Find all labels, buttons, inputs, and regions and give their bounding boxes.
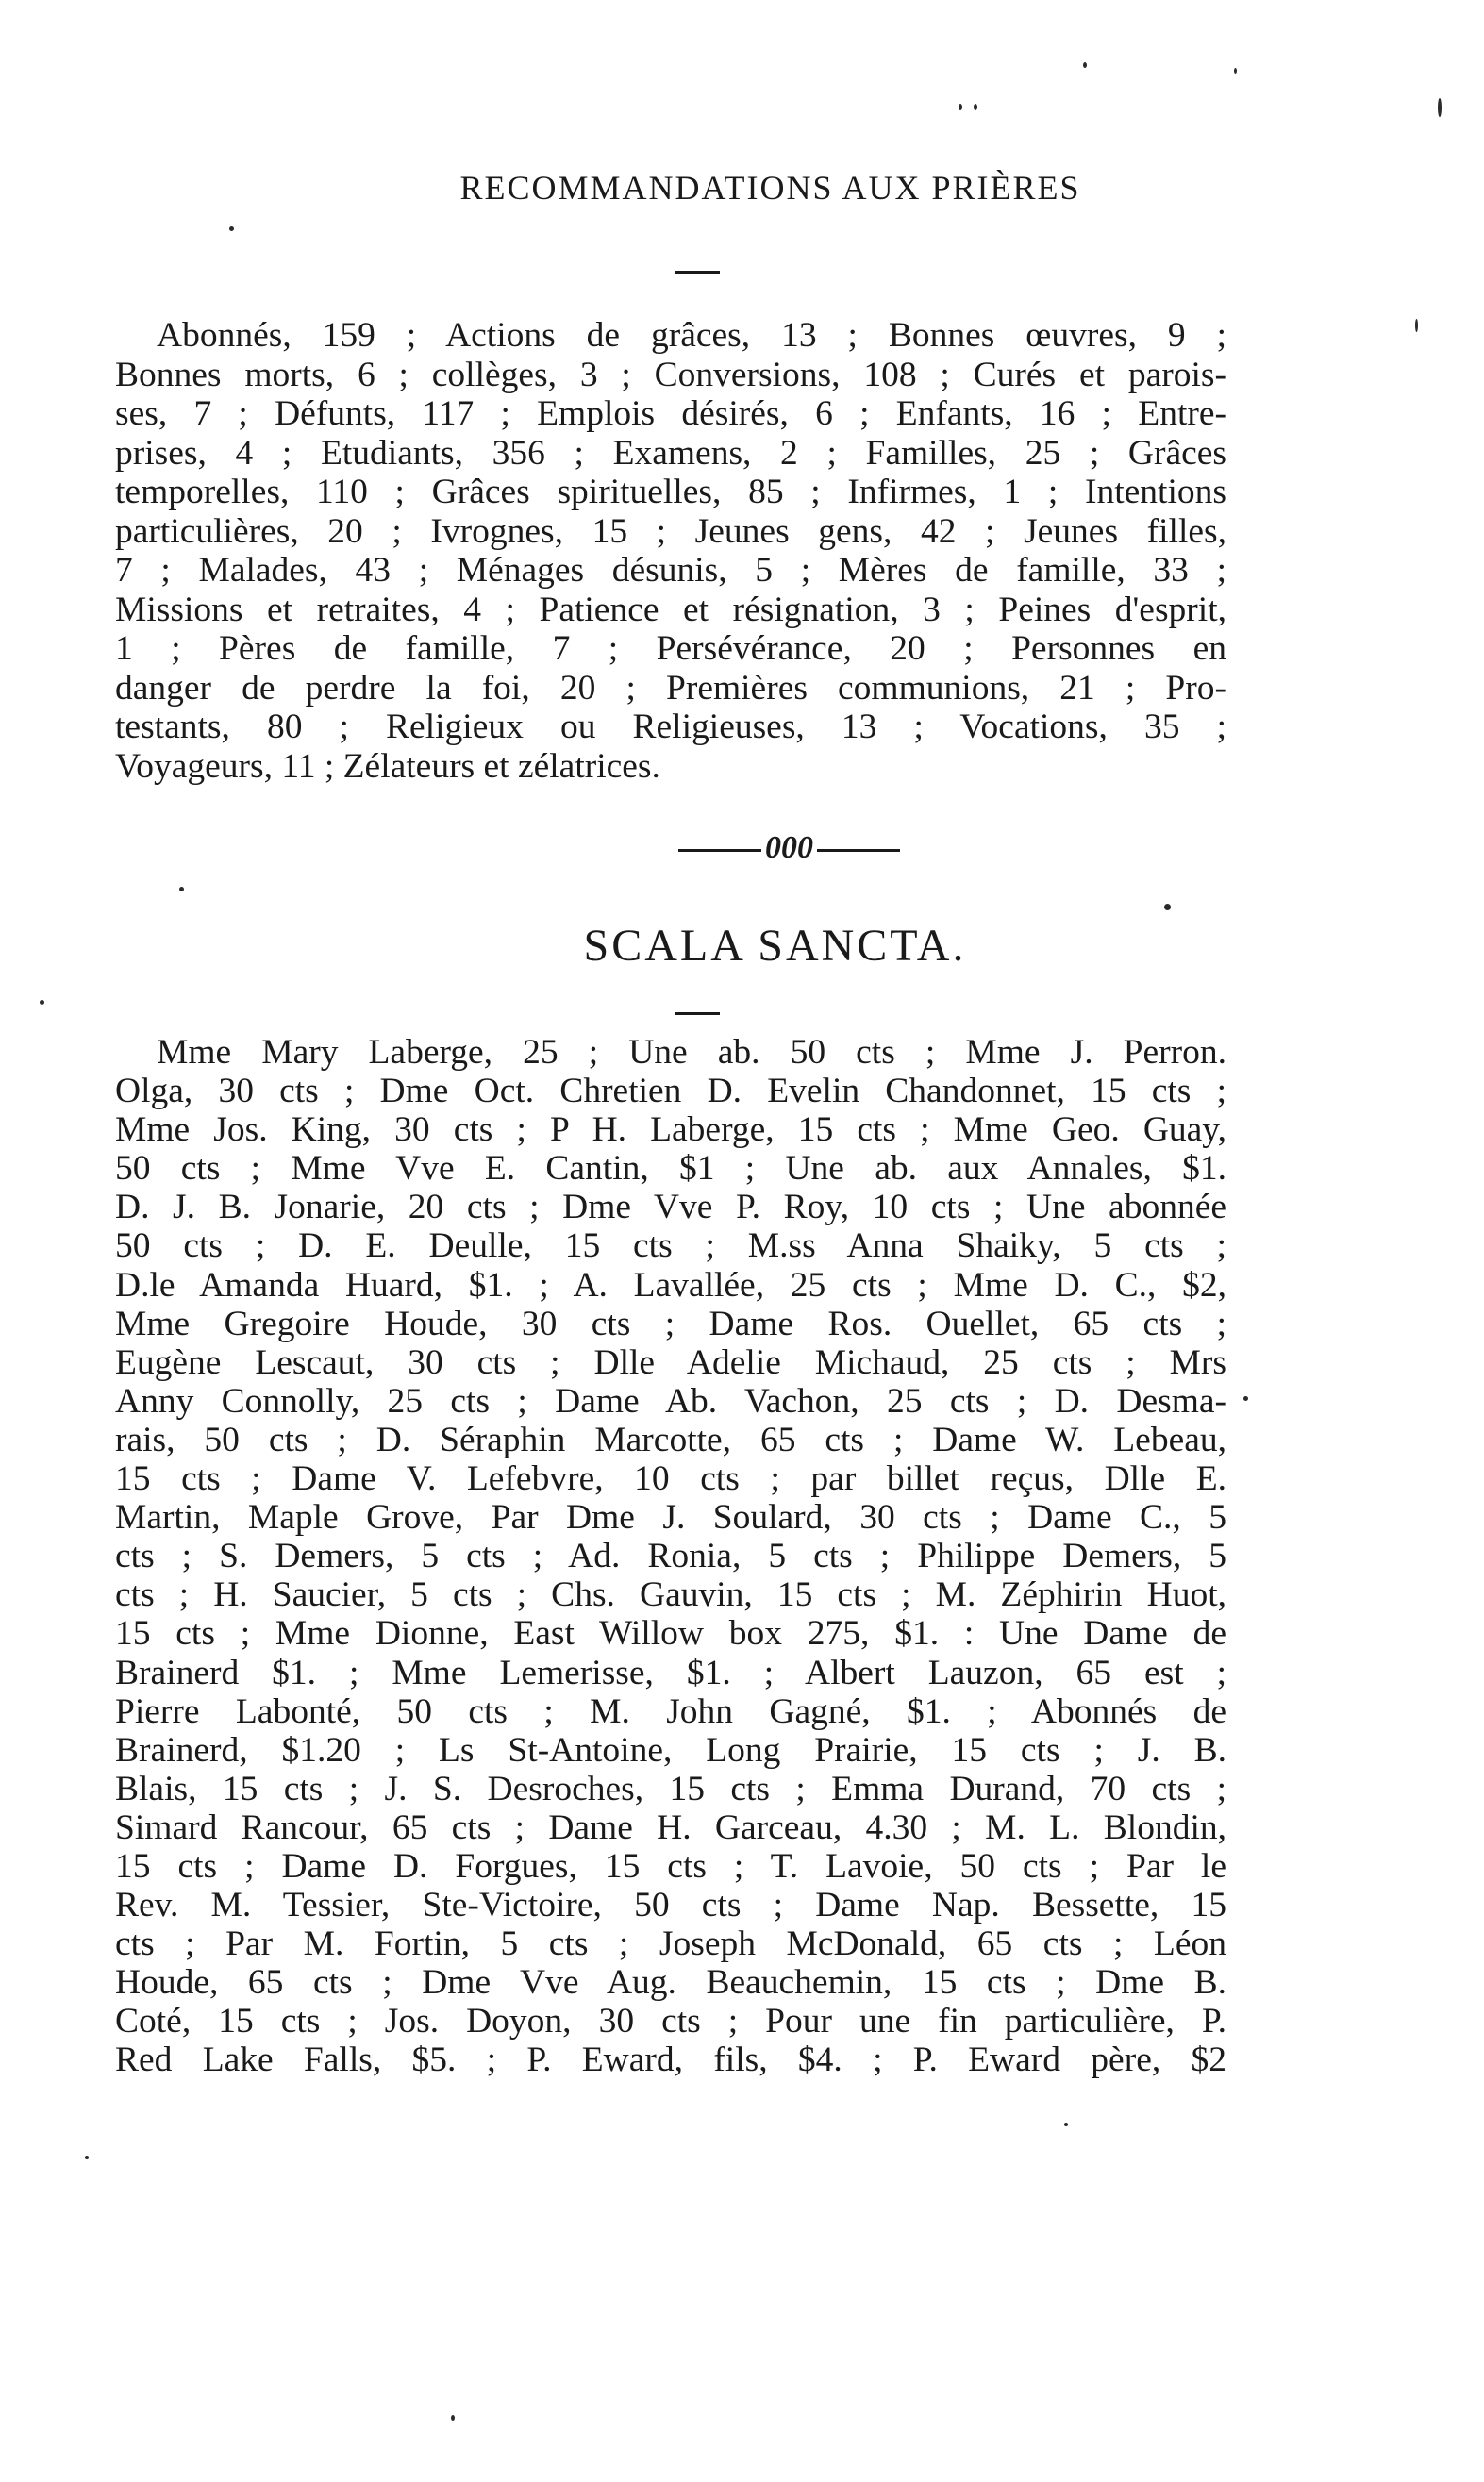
scan-speck: [1438, 98, 1442, 117]
text-line: danger de perdre la foi, 20 ; Premières communions, 21 ; Pro-: [115, 668, 1226, 708]
separator-dash-left: [678, 849, 761, 852]
section-title-scala-sancta: SCALA SANCTA.: [583, 921, 967, 971]
text-line: 1 ; Pères de famille, 7 ; Persévérance, 20 ; Personnes en: [115, 629, 1226, 668]
title-rule: [675, 271, 720, 274]
text-line: 50 cts ; Mme Vve E. Cantin, $1 ; Une ab. aux Annales, $1.: [115, 1149, 1226, 1189]
text-line: particulières, 20 ; Ivrognes, 15 ; Jeunes gens, 42 ; Jeunes filles,: [115, 511, 1226, 551]
text-line: 7 ; Malades, 43 ; Ménages désunis, 5 ; Mères de famille, 33 ;: [115, 551, 1226, 590]
text-line: Brainerd $1. ; Mme Lemerisse, $1. ; Albert Lauzon, 65 est ;: [115, 1653, 1226, 1692]
text-line: Martin, Maple Grove, Par Dme J. Soulard, 30 cts ; Dame C., 5: [115, 1498, 1226, 1538]
scan-speck: [1064, 2123, 1068, 2126]
scan-speck: [451, 2415, 455, 2421]
text-line: Missions et retraites, 4 ; Patience et résignation, 3 ; Peines d'esprit,: [115, 590, 1226, 629]
text-line: temporelles, 110 ; Grâces spirituelles, 85 ; Infirmes, 1 ; Intentions: [115, 473, 1226, 511]
text-line: Mme Mary Laberge, 25 ; Une ab. 50 cts ; Mme J. Perron.: [157, 1033, 1226, 1072]
text-line: cts ; S. Demers, 5 cts ; Ad. Ronia, 5 cts ; Philippe Demers, 5: [115, 1537, 1226, 1576]
text-line: cts ; Par M. Fortin, 5 cts ; Joseph McDonald, 65 cts ; Léon: [115, 1924, 1226, 1964]
text-line: Pierre Labonté, 50 cts ; M. John Gagné, $1. ; Abonnés de: [115, 1691, 1226, 1731]
scan-speck: [959, 104, 962, 110]
section-title-recommandations: RECOMMANDATIONS AUX PRIÈRES: [459, 169, 1081, 207]
text-line: Brainerd, $1.20 ; Ls St-Antoine, Long Prairie, 15 cts ; J. B.: [115, 1730, 1226, 1770]
text-line: Simard Rancour, 65 cts ; Dame H. Garceau, 4.30 ; M. L. Blondin,: [115, 1807, 1226, 1847]
text-line: Red Lake Falls, $5. ; P. Eward, fils, $4. ; P. Eward père, $2: [115, 2041, 1226, 2080]
text-line: 50 cts ; D. E. Deulle, 15 cts ; M.ss Anna Shaiky, 5 cts ;: [115, 1226, 1226, 1266]
scan-speck: [1083, 62, 1087, 68]
scan-speck: [1234, 68, 1237, 74]
text-line: Mme Jos. King, 30 cts ; P H. Laberge, 15 cts ; Mme Geo. Guay,: [115, 1110, 1226, 1150]
text-line: Abonnés, 159 ; Actions de grâces, 13 ; Bonnes œuvres, 9 ;: [157, 316, 1226, 355]
scan-speck: [85, 2156, 89, 2159]
text-line: Bonnes morts, 6 ; collèges, 3 ; Conversions, 108 ; Curés et parois-: [115, 355, 1226, 394]
text-line: ses, 7 ; Défunts, 117 ; Emplois désirés, 6 ; Enfants, 16 ; Entre-: [115, 394, 1226, 433]
scan-speck: [40, 1000, 44, 1005]
text-line: cts ; H. Saucier, 5 cts ; Chs. Gauvin, 15 cts ; M. Zéphirin Huot,: [115, 1575, 1226, 1615]
text-line: rais, 50 cts ; D. Séraphin Marcotte, 65 cts ; Dame W. Lebeau,: [115, 1420, 1226, 1459]
text-line: testants, 80 ; Religieux ou Religieuses, 13 ; Vocations, 35 ;: [115, 708, 1226, 746]
scan-speck: [1415, 319, 1418, 332]
recommandations-paragraph: [115, 316, 1226, 786]
scala-sancta-paragraph: [115, 1033, 1226, 2080]
text-line: Olga, 30 cts ; Dme Oct. Chretien D. Evelin Chandonnet, 15 cts ;: [115, 1072, 1226, 1111]
scan-speck: [974, 104, 977, 110]
scan-speck: [1164, 904, 1171, 910]
separator-dash-right: [817, 849, 900, 852]
separator-text: 000: [765, 830, 813, 865]
text-line: Blais, 15 cts ; J. S. Desroches, 15 cts ; Emma Durand, 70 cts ;: [115, 1769, 1226, 1808]
text-line: Voyageurs, 11 ; Zélateurs et zélatrices.: [115, 746, 660, 786]
text-line: 15 cts ; Dame D. Forgues, 15 cts ; T. Lavoie, 50 cts ; Par le: [115, 1846, 1226, 1886]
scan-speck: [229, 226, 234, 231]
text-line: prises, 4 ; Etudiants, 356 ; Examens, 2 ; Familles, 25 ; Grâces: [115, 433, 1226, 473]
scan-speck: [1243, 1396, 1248, 1401]
text-line: 15 cts ; Dame V. Lefebvre, 10 cts ; par billet reçus, Dlle E.: [115, 1459, 1226, 1499]
text-line: Coté, 15 cts ; Jos. Doyon, 30 cts ; Pour une fin particulière, P.: [115, 2002, 1226, 2041]
text-line: Houde, 65 cts ; Dme Vve Aug. Beauchemin, 15 cts ; Dme B.: [115, 1963, 1226, 2003]
text-line: Rev. M. Tessier, Ste-Victoire, 50 cts ; Dame Nap. Bessette, 15: [115, 1886, 1226, 1925]
section-separator: [0, 830, 1484, 866]
text-line: D. J. B. Jonarie, 20 cts ; Dme Vve P. Roy, 10 cts ; Une abonnée: [115, 1188, 1226, 1227]
scan-speck: [179, 887, 184, 891]
text-line: D.le Amanda Huard, $1. ; A. Lavallée, 25 cts ; Mme D. C., $2,: [115, 1265, 1226, 1305]
text-line: 15 cts ; Mme Dionne, East Willow box 275, $1. : Une Dame de: [115, 1614, 1226, 1654]
text-line: Anny Connolly, 25 cts ; Dame Ab. Vachon, 25 cts ; D. Desma-: [115, 1381, 1226, 1421]
text-line: Eugène Lescaut, 30 cts ; Dlle Adelie Michaud, 25 cts ; Mrs: [115, 1342, 1226, 1382]
title-rule: [675, 1012, 720, 1015]
text-line: Mme Gregoire Houde, 30 cts ; Dame Ros. Ouellet, 65 cts ;: [115, 1304, 1226, 1343]
